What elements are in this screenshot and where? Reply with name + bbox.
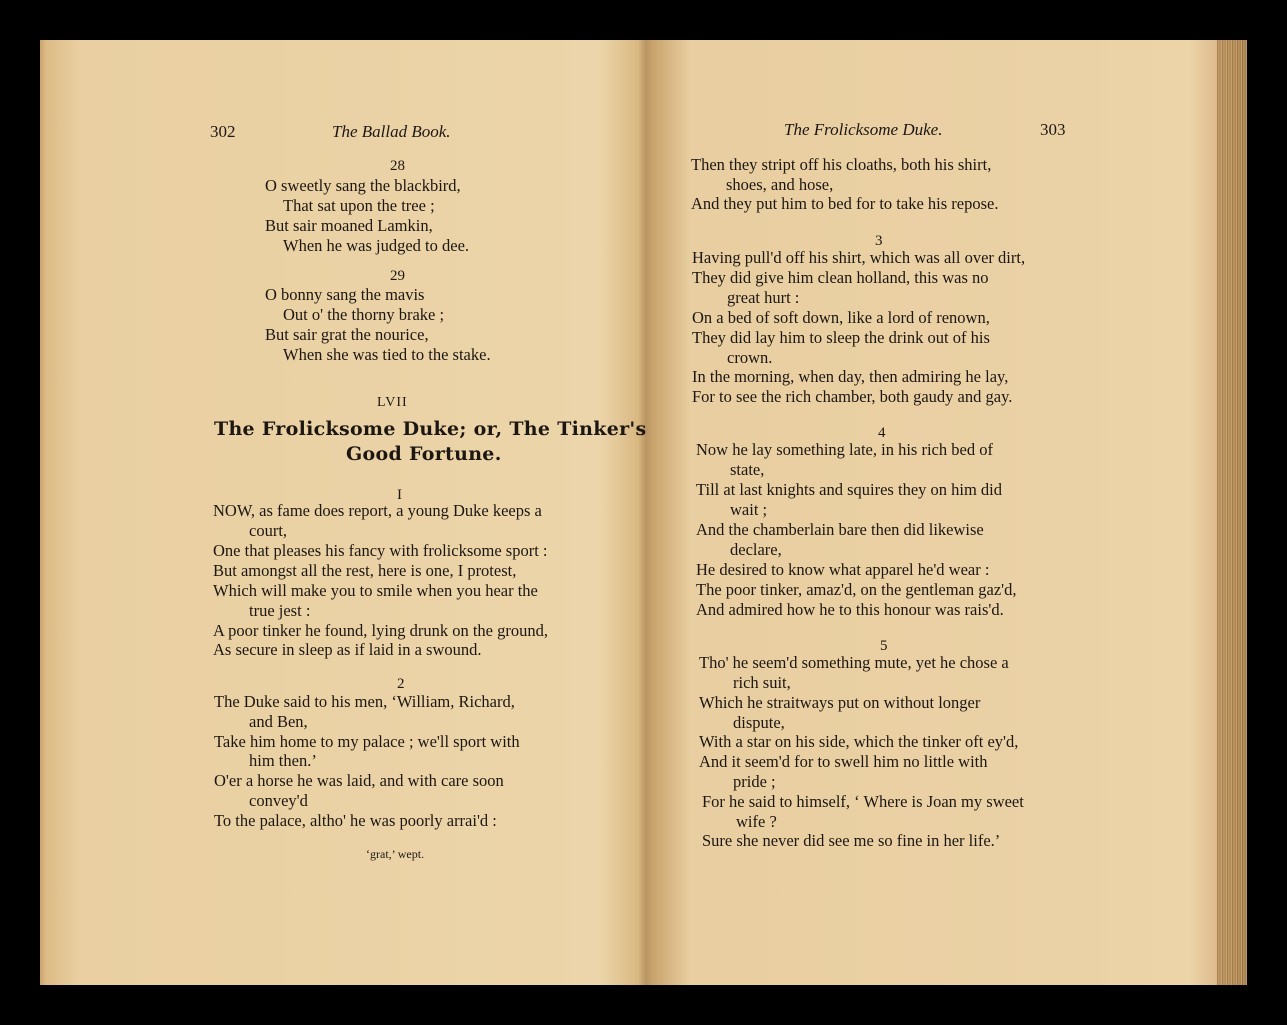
verse-line: And they put him to bed for to take his repose. — [691, 194, 999, 213]
verse-line: him then.’ — [249, 751, 317, 770]
stanza-number: I — [397, 487, 402, 503]
verse-line: pride ; — [733, 772, 776, 791]
verse-line: But sair moaned Lamkin, — [265, 216, 433, 235]
ballad-title: The Frolicksome Duke; or, The Tinker's — [214, 418, 647, 440]
verse-line: Sure she never did see me so fine in her life.’ — [702, 831, 1001, 850]
verse-line: But sair grat the nourice, — [265, 325, 429, 344]
verse-line: Now he lay something late, in his rich bed of — [696, 440, 993, 459]
stanza-number: 28 — [390, 158, 405, 174]
verse-line: And it seem'd for to swell him no little with — [699, 752, 988, 771]
verse-line: Till at last knights and squires they on him did — [696, 480, 1003, 499]
verse-line: To the palace, altho' he was poorly arrai'd : — [214, 811, 497, 830]
stanza-number: 5 — [880, 638, 888, 654]
verse-line: They did lay him to sleep the drink out of his — [692, 328, 990, 347]
running-title: The Frolicksome Duke. — [784, 120, 943, 139]
verse-line: He desired to know what apparel he'd wear : — [696, 560, 990, 579]
verse-line: NOW, as fame does report, a young Duke keeps a — [213, 501, 542, 520]
verse-line: Which will make you to smile when you hear the — [213, 581, 538, 600]
page-edges — [1217, 40, 1247, 985]
verse-line: As secure in sleep as if laid in a swound. — [213, 640, 482, 659]
verse-line: When she was tied to the stake. — [283, 345, 491, 364]
verse-line: great hurt : — [727, 288, 800, 307]
verse-line: And admired how he to this honour was rais'd. — [696, 600, 1004, 619]
verse-line: shoes, and hose, — [726, 175, 834, 194]
verse-line: true jest : — [249, 601, 311, 620]
verse-line: dispute, — [733, 713, 785, 732]
verse-line: Out o' the thorny brake ; — [283, 305, 445, 324]
running-title: The Ballad Book. — [332, 122, 451, 141]
footnote: ‘grat,’ wept. — [366, 847, 425, 861]
verse-line: wife ? — [736, 812, 777, 831]
verse-line: declare, — [730, 540, 782, 559]
ballad-number: LVII — [377, 395, 408, 410]
verse-line: That sat upon the tree ; — [283, 196, 435, 215]
verse-line: convey'd — [249, 791, 308, 810]
verse-line: Tho' he seem'd something mute, yet he chose a — [699, 653, 1009, 672]
stanza-number: 3 — [875, 233, 883, 249]
verse-line: And the chamberlain bare then did likewise — [696, 520, 984, 539]
stanza-number: 29 — [390, 268, 405, 284]
verse-line: Take him home to my palace ; we'll sport with — [214, 732, 520, 751]
verse-line: and Ben, — [249, 712, 308, 731]
page-number: 303 — [1040, 120, 1066, 139]
verse-line: O bonny sang the mavis — [265, 285, 425, 304]
verse-line: Having pull'd off his shirt, which was all over dirt, — [692, 248, 1026, 267]
verse-line: state, — [730, 460, 765, 479]
verse-line: rich suit, — [733, 673, 791, 692]
verse-line: Then they stript off his cloaths, both his shirt, — [691, 155, 992, 174]
left-page — [40, 40, 646, 985]
stanza-number: 2 — [397, 676, 405, 692]
verse-line: court, — [249, 521, 288, 540]
verse-line: When he was judged to dee. — [283, 236, 470, 255]
verse-line: For to see the rich chamber, both gaudy and gay. — [692, 387, 1013, 406]
right-page — [646, 40, 1247, 985]
verse-line: Which he straitways put on without longer — [699, 693, 981, 712]
verse-line: One that pleases his fancy with frolicksome sport : — [213, 541, 548, 560]
open-book — [40, 40, 1247, 985]
verse-line: For he said to himself, ‘ Where is Joan my sweet — [702, 792, 1024, 811]
page-number: 302 — [210, 122, 236, 141]
verse-line: On a bed of soft down, like a lord of renown, — [692, 308, 990, 327]
verse-line: A poor tinker he found, lying drunk on the ground, — [213, 621, 548, 640]
verse-line: crown. — [727, 348, 773, 367]
verse-line: With a star on his side, which the tinker oft ey'd, — [699, 732, 1019, 751]
verse-line: The Duke said to his men, ‘William, Richard, — [214, 692, 515, 711]
verse-line: O sweetly sang the blackbird, — [265, 176, 461, 195]
stanza-number: 4 — [878, 425, 886, 441]
verse-line: But amongst all the rest, here is one, I protest, — [213, 561, 517, 580]
ballad-title: Good Fortune. — [346, 443, 502, 465]
verse-line: They did give him clean holland, this was no — [692, 268, 989, 287]
verse-line: wait ; — [730, 500, 768, 519]
verse-line: The poor tinker, amaz'd, on the gentleman gaz'd, — [696, 580, 1017, 599]
verse-line: O'er a horse he was laid, and with care soon — [214, 771, 504, 790]
verse-line: In the morning, when day, then admiring he lay, — [692, 367, 1009, 386]
